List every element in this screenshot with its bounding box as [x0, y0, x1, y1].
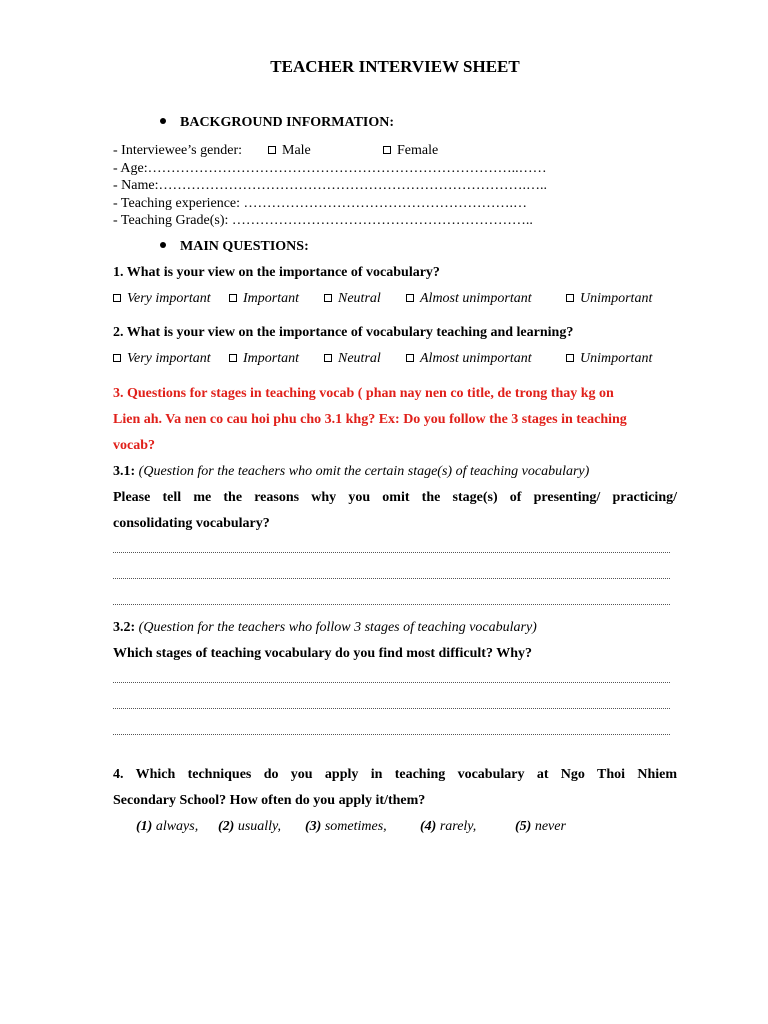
option-unimportant[interactable]: Unimportant	[566, 351, 652, 367]
checkbox-icon[interactable]	[566, 354, 574, 362]
gender-female-option[interactable]	[383, 142, 438, 160]
question-3-1-note: (Question for the teachers who omit the certain stage(s) of teaching vocabulary)	[138, 464, 590, 479]
checkbox-icon[interactable]	[113, 294, 121, 302]
question-3-1-line-1: Please tell me the reasons why you omit the stage(s) of presenting/ practicing/	[113, 490, 677, 505]
answer-line[interactable]	[113, 578, 670, 579]
checkbox-icon[interactable]	[406, 294, 414, 302]
option-almost-unimportant[interactable]: Almost unimportant	[406, 291, 532, 307]
main-questions-heading	[160, 239, 309, 255]
gender-label: - Interviewee’s gender:	[113, 143, 243, 158]
checkbox-icon[interactable]	[566, 294, 574, 302]
checkbox-icon[interactable]	[324, 354, 332, 362]
background-heading-text: BACKGROUND INFORMATION:	[180, 115, 395, 130]
experience-field[interactable]: - Teaching experience: ………………………………………………….…	[113, 196, 528, 211]
frequency-always[interactable]: (1) always,	[136, 819, 199, 834]
checkbox-icon[interactable]	[268, 146, 276, 154]
checkbox-icon[interactable]	[406, 354, 414, 362]
question-3-2-note: (Question for the teachers who follow 3 stages of teaching vocabulary)	[138, 620, 537, 635]
question-1-options	[0, 291, 768, 311]
option-unimportant[interactable]: Unimportant	[566, 291, 652, 307]
question-3-1-header	[113, 464, 589, 480]
question-1: 1. What is your view on the importance of vocabulary?	[113, 265, 440, 280]
frequency-usually[interactable]: (2) usually,	[218, 819, 281, 834]
question-4-line-1: 4. Which techniques do you apply in teaching vocabulary at Ngo Thoi Nhiem	[113, 767, 677, 782]
frequency-scale	[0, 819, 768, 839]
question-3-line-2: Lien ah. Va nen co cau hoi phu cho 3.1 khg? Ex: Do you follow the 3 stages in teaching	[113, 412, 627, 427]
main-questions-heading-text: MAIN QUESTIONS:	[180, 239, 309, 254]
background-heading	[160, 115, 394, 131]
frequency-never[interactable]: (5) never	[515, 819, 566, 834]
name-field[interactable]: - Name:…………………………………………………………………….…..	[113, 178, 547, 193]
option-important[interactable]: Important	[229, 351, 299, 367]
question-3-2-header	[113, 620, 537, 636]
question-4-line-2: Secondary School? How often do you apply it/them?	[113, 793, 426, 808]
option-almost-unimportant[interactable]: Almost unimportant	[406, 351, 532, 367]
gender-female-label: Female	[397, 143, 439, 158]
option-important[interactable]: Important	[229, 291, 299, 307]
question-3-1-line-2: consolidating vocabulary?	[113, 516, 270, 531]
answer-line[interactable]	[113, 552, 670, 553]
grades-field[interactable]: - Teaching Grade(s): ………………………………………………………..	[113, 213, 533, 228]
question-3-2-text: Which stages of teaching vocabulary do you find most difficult? Why?	[113, 646, 532, 661]
question-2-options	[0, 351, 768, 371]
answer-line[interactable]	[113, 734, 670, 735]
page-title: TEACHER INTERVIEW SHEET	[270, 57, 520, 76]
checkbox-icon[interactable]	[229, 354, 237, 362]
bullet-icon	[160, 118, 166, 124]
checkbox-icon[interactable]	[113, 354, 121, 362]
question-2: 2. What is your view on the importance of vocabulary teaching and learning?	[113, 325, 574, 340]
age-field[interactable]: - Age:……………………………………………………………………..……	[113, 161, 547, 176]
answer-line[interactable]	[113, 682, 670, 683]
option-very-important[interactable]: Very important	[113, 291, 211, 307]
option-neutral[interactable]: Neutral	[324, 291, 381, 307]
checkbox-icon[interactable]	[229, 294, 237, 302]
frequency-rarely[interactable]: (4) rarely,	[420, 819, 477, 834]
option-very-important[interactable]: Very important	[113, 351, 211, 367]
question-3-1-label: 3.1:	[113, 464, 136, 479]
answer-line[interactable]	[113, 708, 670, 709]
checkbox-icon[interactable]	[383, 146, 391, 154]
question-3-line-1: 3. Questions for stages in teaching vocab ( phan nay nen co title, de trong thay kg on	[113, 386, 614, 401]
question-3-line-3: vocab?	[113, 438, 155, 453]
answer-line[interactable]	[113, 604, 670, 605]
checkbox-icon[interactable]	[324, 294, 332, 302]
gender-row	[113, 142, 242, 160]
question-3-2-label: 3.2:	[113, 620, 136, 635]
frequency-sometimes[interactable]: (3) sometimes,	[305, 819, 387, 834]
option-neutral[interactable]: Neutral	[324, 351, 381, 367]
bullet-icon	[160, 242, 166, 248]
gender-male-option[interactable]	[268, 142, 311, 160]
gender-male-label: Male	[282, 143, 311, 158]
